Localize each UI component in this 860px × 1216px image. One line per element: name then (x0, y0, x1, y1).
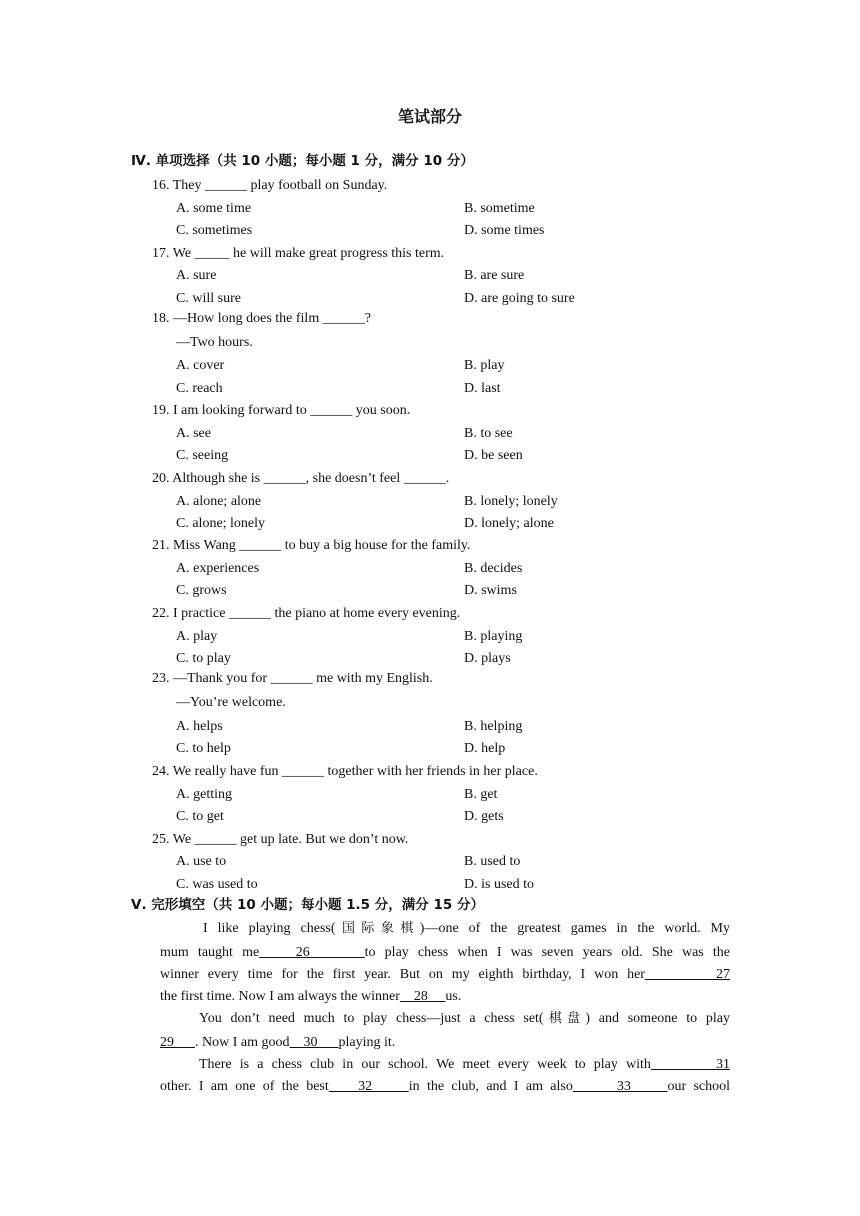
passage-text: other. I am one of the best (160, 1079, 329, 1094)
option-22-a: A. play (176, 629, 218, 644)
passage-line-6 (160, 1034, 730, 1052)
section-5-heading: Ⅴ. 完形填空（共 10 小题；每小题 1.5 分，满分 15 分） (131, 897, 484, 913)
option-22-c: C. to play (176, 651, 231, 666)
option-20-c: C. alone; lonely (176, 516, 266, 531)
page-title: 笔试部分 (397, 107, 462, 126)
passage-line-1 (203, 920, 730, 938)
question-24: 24. We really have fun ______ together with her friends in her place. (152, 764, 538, 779)
question-22: 22. I practice ______ the piano at home every evening. (152, 606, 461, 621)
passage-text: our school (667, 1079, 731, 1094)
blank-26: 26 (259, 945, 365, 960)
section-4-heading: Ⅳ. 单项选择（共 10 小题；每小题 1 分，满分 10 分） (131, 153, 474, 169)
option-21-d: D. swims (464, 583, 517, 598)
passage-chinese-gloss: 棋盘 (543, 1011, 586, 1026)
passage-text: There is a chess club in our school. We meet every week to play with (199, 1057, 651, 1072)
passage-chinese-gloss: 国际象棋 (335, 921, 420, 936)
option-24-a: A. getting (176, 787, 232, 802)
passage-text: the first time. Now I am always the winner (160, 989, 400, 1004)
option-25-c: C. was used to (176, 877, 258, 892)
passage-text: mum taught me (160, 945, 260, 960)
option-19-a: A. see (176, 426, 211, 441)
option-17-c: C. will sure (176, 291, 241, 306)
option-22-d: D. plays (464, 651, 511, 666)
option-25-d: D. is used to (464, 877, 534, 892)
option-24-d: D. gets (464, 809, 504, 824)
option-19-d: D. be seen (464, 448, 523, 463)
option-22-b: B. playing (464, 629, 523, 644)
question-25: 25. We ______ get up late. But we don’t now. (152, 832, 409, 847)
option-23-d: D. help (464, 741, 506, 756)
option-18-c: C. reach (176, 381, 223, 396)
option-17-d: D. are going to sure (464, 291, 575, 306)
option-25-b: B. used to (464, 854, 521, 869)
passage-line-2 (160, 944, 730, 962)
blank-27: 27 (644, 967, 731, 982)
blank-32: 32 (328, 1079, 409, 1094)
option-20-d: D. lonely; alone (464, 516, 554, 531)
passage-text: You don’t need much to play chess—just a chess set( (199, 1011, 544, 1026)
passage-line-7 (199, 1056, 730, 1074)
option-18-a: A. cover (176, 358, 225, 373)
passage-text: in the club, and I am also (408, 1079, 573, 1094)
option-23-c: C. to help (176, 741, 231, 756)
option-16-d: D. some times (464, 223, 545, 238)
question-23-reply: —You’re welcome. (176, 695, 286, 710)
option-24-b: B. get (464, 787, 498, 802)
option-16-c: C. sometimes (176, 223, 253, 238)
question-18: 18. —How long does the film ______? (152, 311, 371, 326)
option-19-c: C. seeing (176, 448, 229, 463)
passage-line-5 (199, 1010, 730, 1028)
passage-text: I like playing chess( (203, 921, 336, 936)
blank-30: 30 (289, 1035, 339, 1050)
passage-text: winner every time for the first year. But on my eighth birthday, I won her (160, 967, 645, 982)
question-20: 20. Although she is ______, she doesn’t feel ______. (152, 471, 450, 486)
passage-text: to play chess when I was seven years old. She was the (364, 945, 730, 960)
option-21-c: C. grows (176, 583, 227, 598)
option-16-b: B. sometime (464, 201, 535, 216)
passage-text: ) and someone to play (585, 1011, 730, 1026)
question-16: 16. They ______ play football on Sunday. (152, 178, 388, 193)
passage-text: us. (445, 989, 462, 1004)
option-20-a: A. alone; alone (176, 494, 262, 509)
passage-text: )—one of the greatest games in the world. My (419, 921, 730, 936)
blank-29: 29 (160, 1035, 195, 1050)
question-21: 21. Miss Wang ______ to buy a big house for the family. (152, 538, 471, 553)
question-19: 19. I am looking forward to ______ you soon. (152, 403, 411, 418)
option-17-b: B. are sure (464, 268, 525, 283)
option-24-c: C. to get (176, 809, 224, 824)
passage-text: . Now I am good (195, 1035, 290, 1050)
question-23: 23. —Thank you for ______ me with my English. (152, 671, 433, 686)
passage-line-3 (160, 966, 730, 984)
question-18-reply: —Two hours. (176, 335, 253, 350)
option-23-a: A. helps (176, 719, 223, 734)
option-16-a: A. some time (176, 201, 252, 216)
option-25-a: A. use to (176, 854, 227, 869)
blank-33: 33 (572, 1079, 668, 1094)
option-21-a: A. experiences (176, 561, 260, 576)
option-20-b: B. lonely; lonely (464, 494, 558, 509)
blank-31: 31 (650, 1057, 730, 1072)
passage-line-4 (160, 988, 730, 1006)
option-19-b: B. to see (464, 426, 513, 441)
option-18-d: D. last (464, 381, 501, 396)
option-17-a: A. sure (176, 268, 217, 283)
passage-line-8 (160, 1078, 730, 1096)
option-21-b: B. decides (464, 561, 523, 576)
option-23-b: B. helping (464, 719, 523, 734)
blank-28: 28 (399, 989, 446, 1004)
passage-text: playing it. (338, 1035, 396, 1050)
question-17: 17. We _____ he will make great progress this term. (152, 246, 445, 261)
option-18-b: B. play (464, 358, 505, 373)
